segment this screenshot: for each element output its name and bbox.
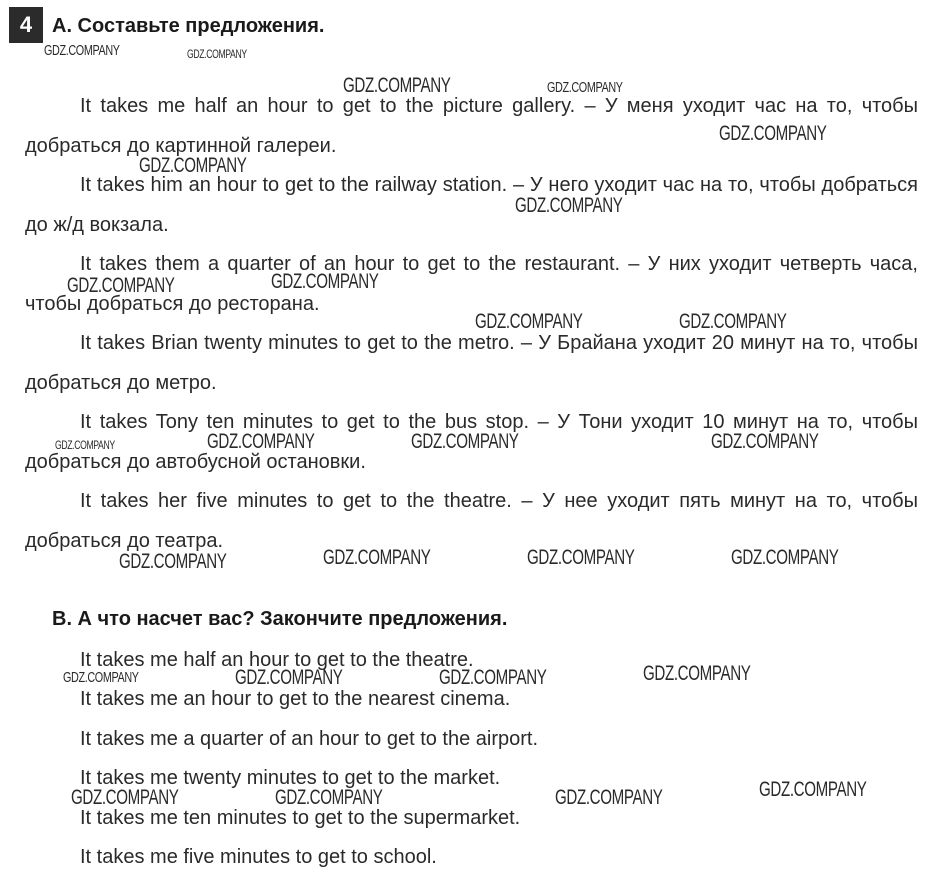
section-a-paragraph-6: It takes her five minutes to get to the theatre. – У нее уходит пять минут на то, чтобы добраться до театра. <box>25 490 918 552</box>
watermark: GDZ.COMPANY <box>731 546 839 569</box>
watermark: GDZ.COMPANY <box>323 546 431 569</box>
watermark: GDZ.COMPANY <box>719 122 827 145</box>
watermark: GDZ.COMPANY <box>187 47 247 61</box>
watermark: GDZ.COMPANY <box>139 154 247 177</box>
watermark: GDZ.COMPANY <box>515 194 623 217</box>
watermark: GDZ.COMPANY <box>643 662 751 685</box>
section-b-line-3: It takes me a quarter of an hour to get to the airport. <box>80 728 539 750</box>
exercise-number-badge: 4 <box>9 7 43 43</box>
watermark: GDZ.COMPANY <box>119 550 227 573</box>
watermark: GDZ.COMPANY <box>555 786 663 809</box>
watermark: GDZ.COMPANY <box>55 438 115 452</box>
watermark: GDZ.COMPANY <box>411 430 519 453</box>
watermark: GDZ.COMPANY <box>679 310 787 333</box>
watermark: GDZ.COMPANY <box>475 310 583 333</box>
section-a-paragraph-4: It takes Brian twenty minutes to get to the metro. – У Брайана уходит 20 минут на то, чтобы добраться до метро. <box>25 332 918 394</box>
section-a-paragraph-3: It takes them a quarter of an hour to get to the restaurant. – У них уходит четверть часа, чтобы добраться до ресторана. <box>25 253 918 315</box>
watermark: GDZ.COMPANY <box>235 666 343 689</box>
watermark: GDZ.COMPANY <box>275 786 383 809</box>
section-b-line-5: It takes me ten minutes to get to the supermarket. <box>80 807 521 829</box>
section-a-paragraph-2: It takes him an hour to get to the railway station. – У него уходит час на то, чтобы добраться до ж/д вокзала. <box>25 174 918 236</box>
watermark: GDZ.COMPANY <box>547 79 623 96</box>
watermark: GDZ.COMPANY <box>63 669 139 686</box>
watermark: GDZ.COMPANY <box>207 430 315 453</box>
watermark: GDZ.COMPANY <box>343 74 451 97</box>
section-a-paragraph-5: It takes Tony ten minutes to get to the bus stop. – У Тони уходит 10 минут на то, чтобы добраться до автобусной остановки. <box>25 411 918 473</box>
watermark: GDZ.COMPANY <box>527 546 635 569</box>
watermark: GDZ.COMPANY <box>67 274 175 297</box>
watermark: GDZ.COMPANY <box>44 42 120 59</box>
section-a-title: A. Составьте предложения. <box>52 15 325 37</box>
watermark: GDZ.COMPANY <box>71 786 179 809</box>
section-b-line-6: It takes me five minutes to get to school. <box>80 846 437 868</box>
watermark: GDZ.COMPANY <box>271 270 379 293</box>
watermark: GDZ.COMPANY <box>439 666 547 689</box>
section-b-line-1: It takes me half an hour to get to the theatre. <box>80 649 474 671</box>
section-a-paragraph-1: It takes me half an hour to get to the picture gallery. – У меня уходит час на то, чтобы добраться до картинной галереи. <box>25 95 918 157</box>
watermark: GDZ.COMPANY <box>759 778 867 801</box>
section-b-line-2: It takes me an hour to get to the nearest cinema. <box>80 688 511 710</box>
section-b-title: B. А что насчет вас? Закончите предложения. <box>52 608 508 630</box>
watermark: GDZ.COMPANY <box>711 430 819 453</box>
section-b-line-4: It takes me twenty minutes to get to the market. <box>80 767 501 789</box>
